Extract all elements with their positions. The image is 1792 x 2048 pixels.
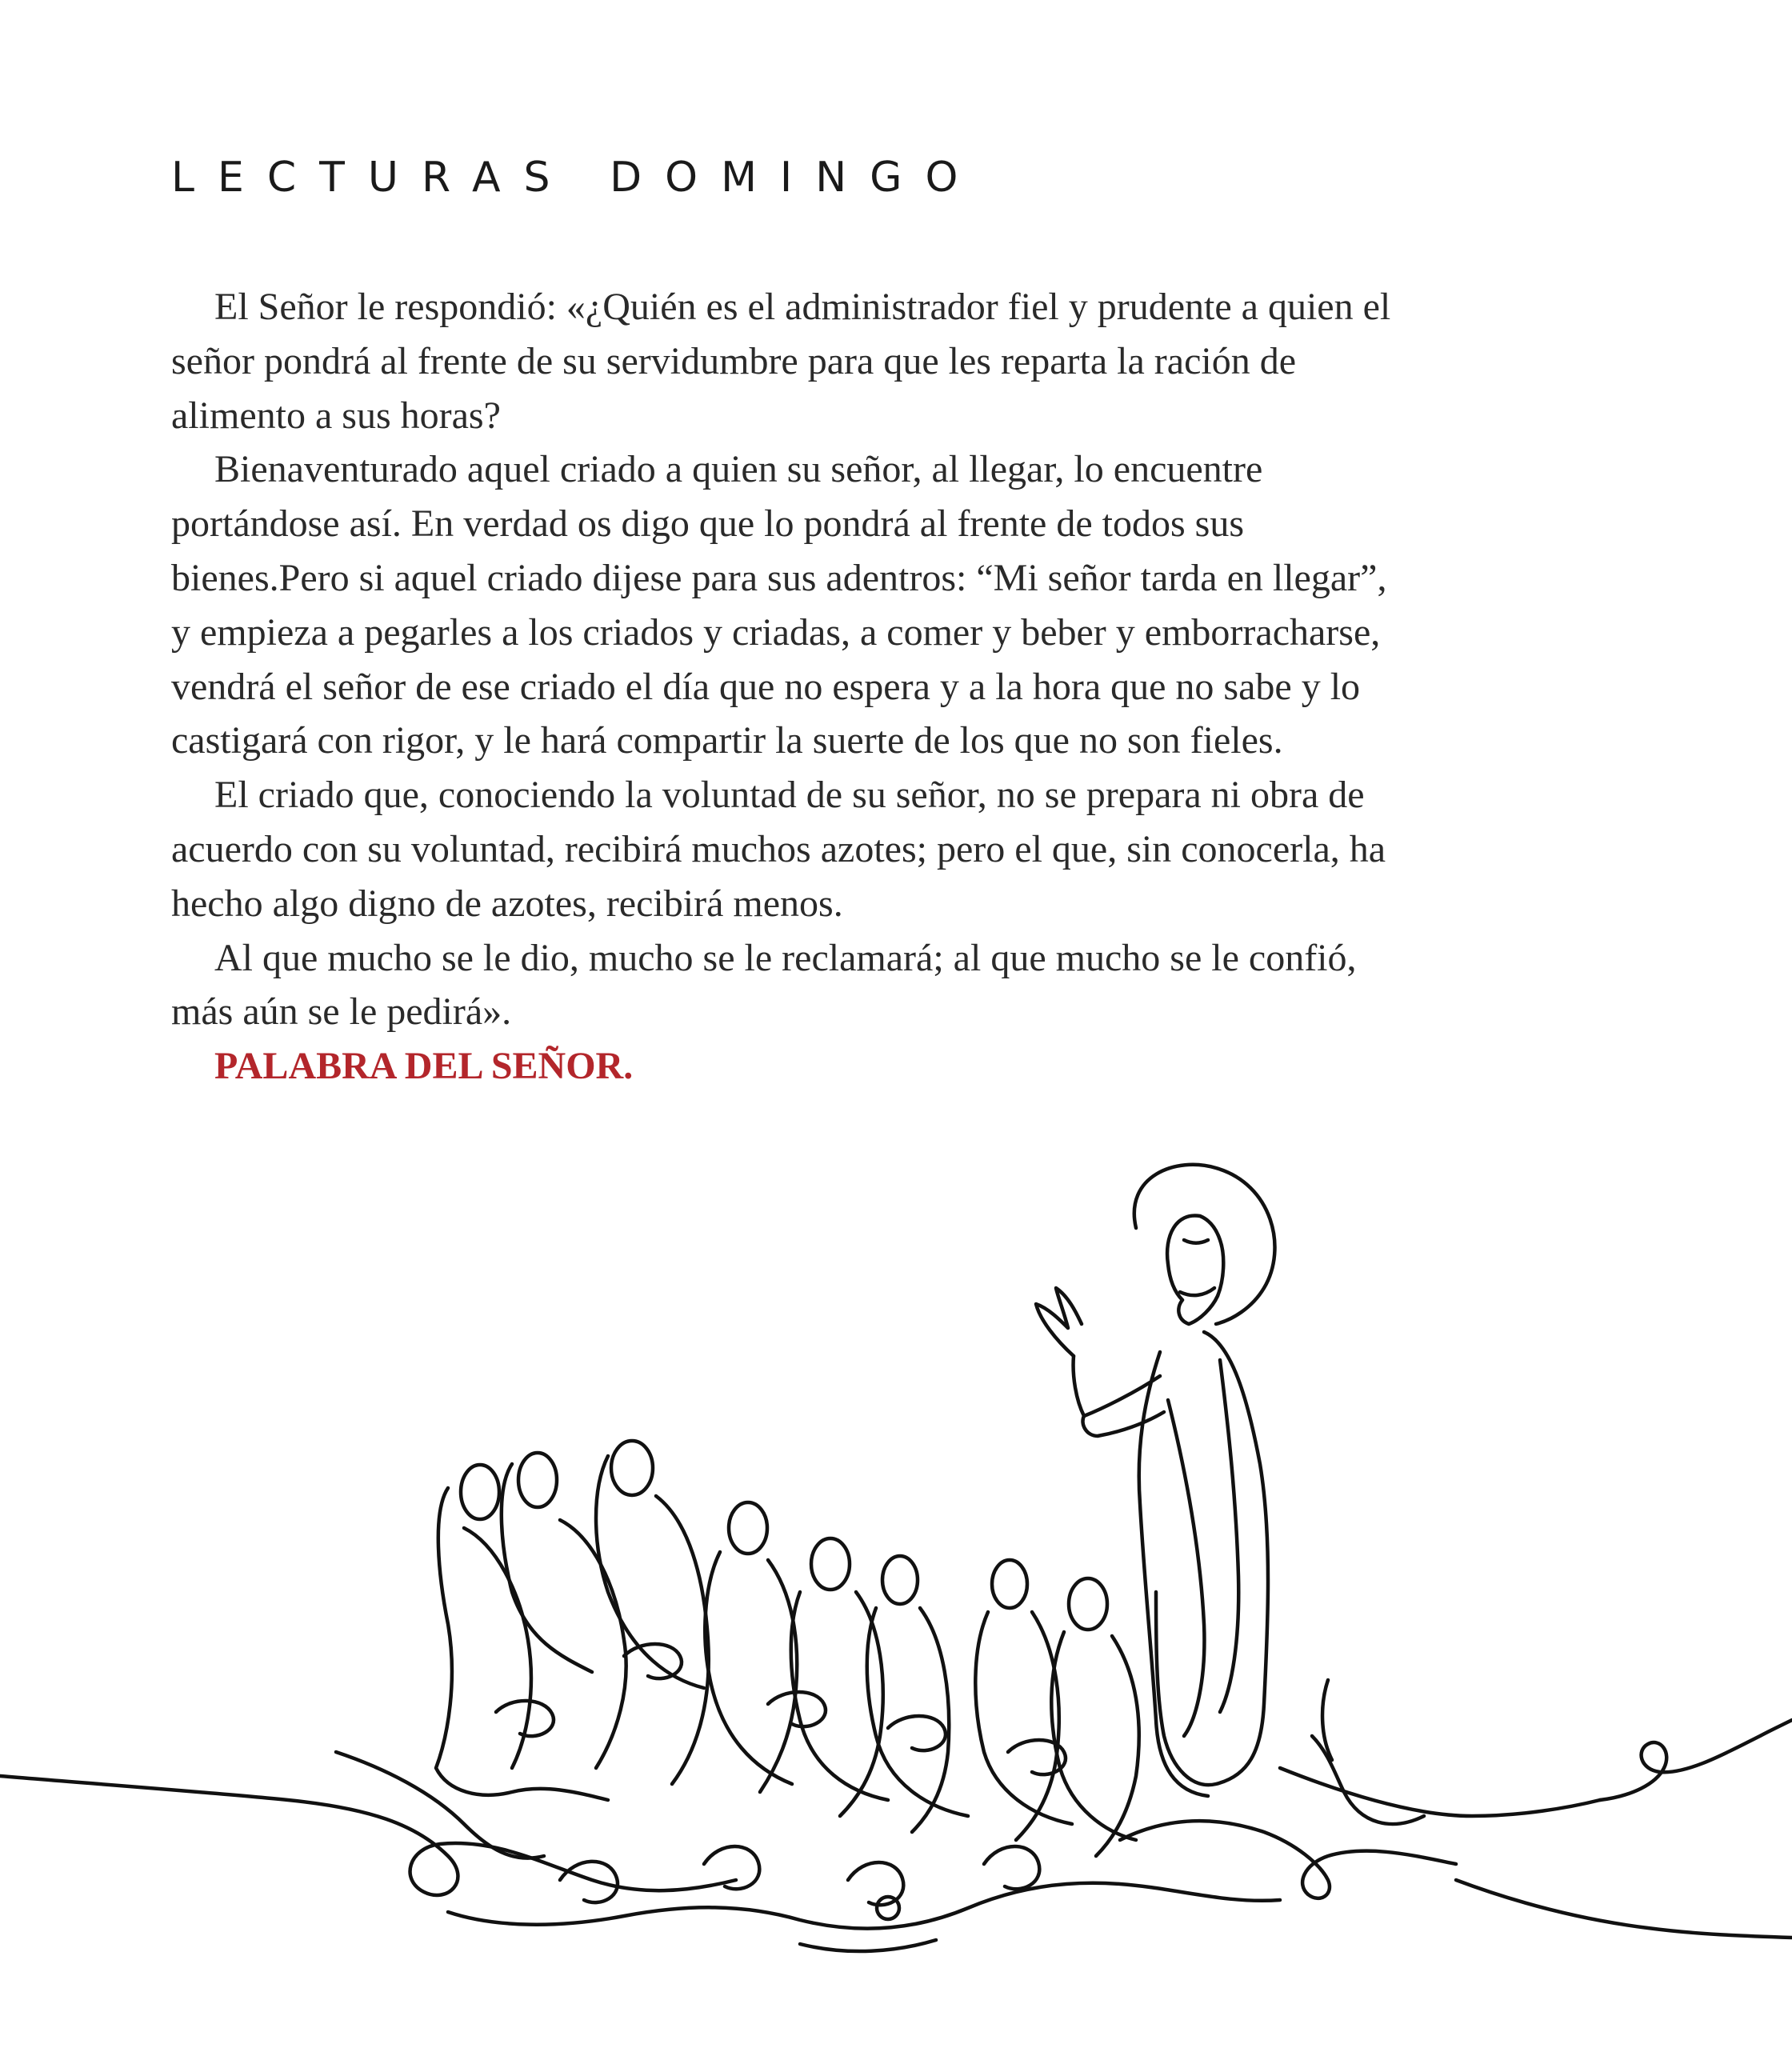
reading-paragraph-3: El criado que, conociendo la voluntad de su señor, no se prepara ni obra de acuerdo con su voluntad, recibirá muchos azotes; pero el que, sin conocerla, ha hecho algo digno de azotes, recibirá menos. [171,774,1386,925]
page-title: LECTURAS DOMINGO [171,154,982,202]
ground-wave-icon [0,1776,736,1895]
jesus-head-icon [1167,1215,1223,1324]
jesus-preaching-line-art-icon [0,1160,1792,1992]
crowd-head-icon [461,1465,499,1519]
reading-paragraph-4: Al que mucho se le dio, mucho se le reclamará; al que mucho se le confió, más aún se le pedirá». [171,936,1357,1034]
closing-acclamation: PALABRA DEL SEÑOR. [214,1045,634,1088]
reading-paragraph-1: El Señor le respondió: «¿Quién es el administrador fiel y prudente a quien el señor pondrá al frente de su servidumbre para que les reparta la ración de alimento a sus horas? [171,286,1391,437]
halo-icon [1134,1165,1275,1324]
gospel-reading [171,280,1403,1094]
reading-paragraph-2: Bienaventurado aquel criado a quien su señor, al llegar, lo encuentre portándose así. En verdad os digo que lo pondrá al frente de todos sus bienes.Pero si aquel criado dijese para sus adentros: “Mi señor tarda en llegar”, y empieza a pegarles a los criados y criadas, a comer y beber y emborracharse, vendrá el señor de ese criado el día que no espera y a la hora que no sabe y lo castigará con rigor, y le hará compartir la suerte de los que no son fieles. [171,448,1387,762]
jesus-robe-icon [1156,1332,1268,1785]
